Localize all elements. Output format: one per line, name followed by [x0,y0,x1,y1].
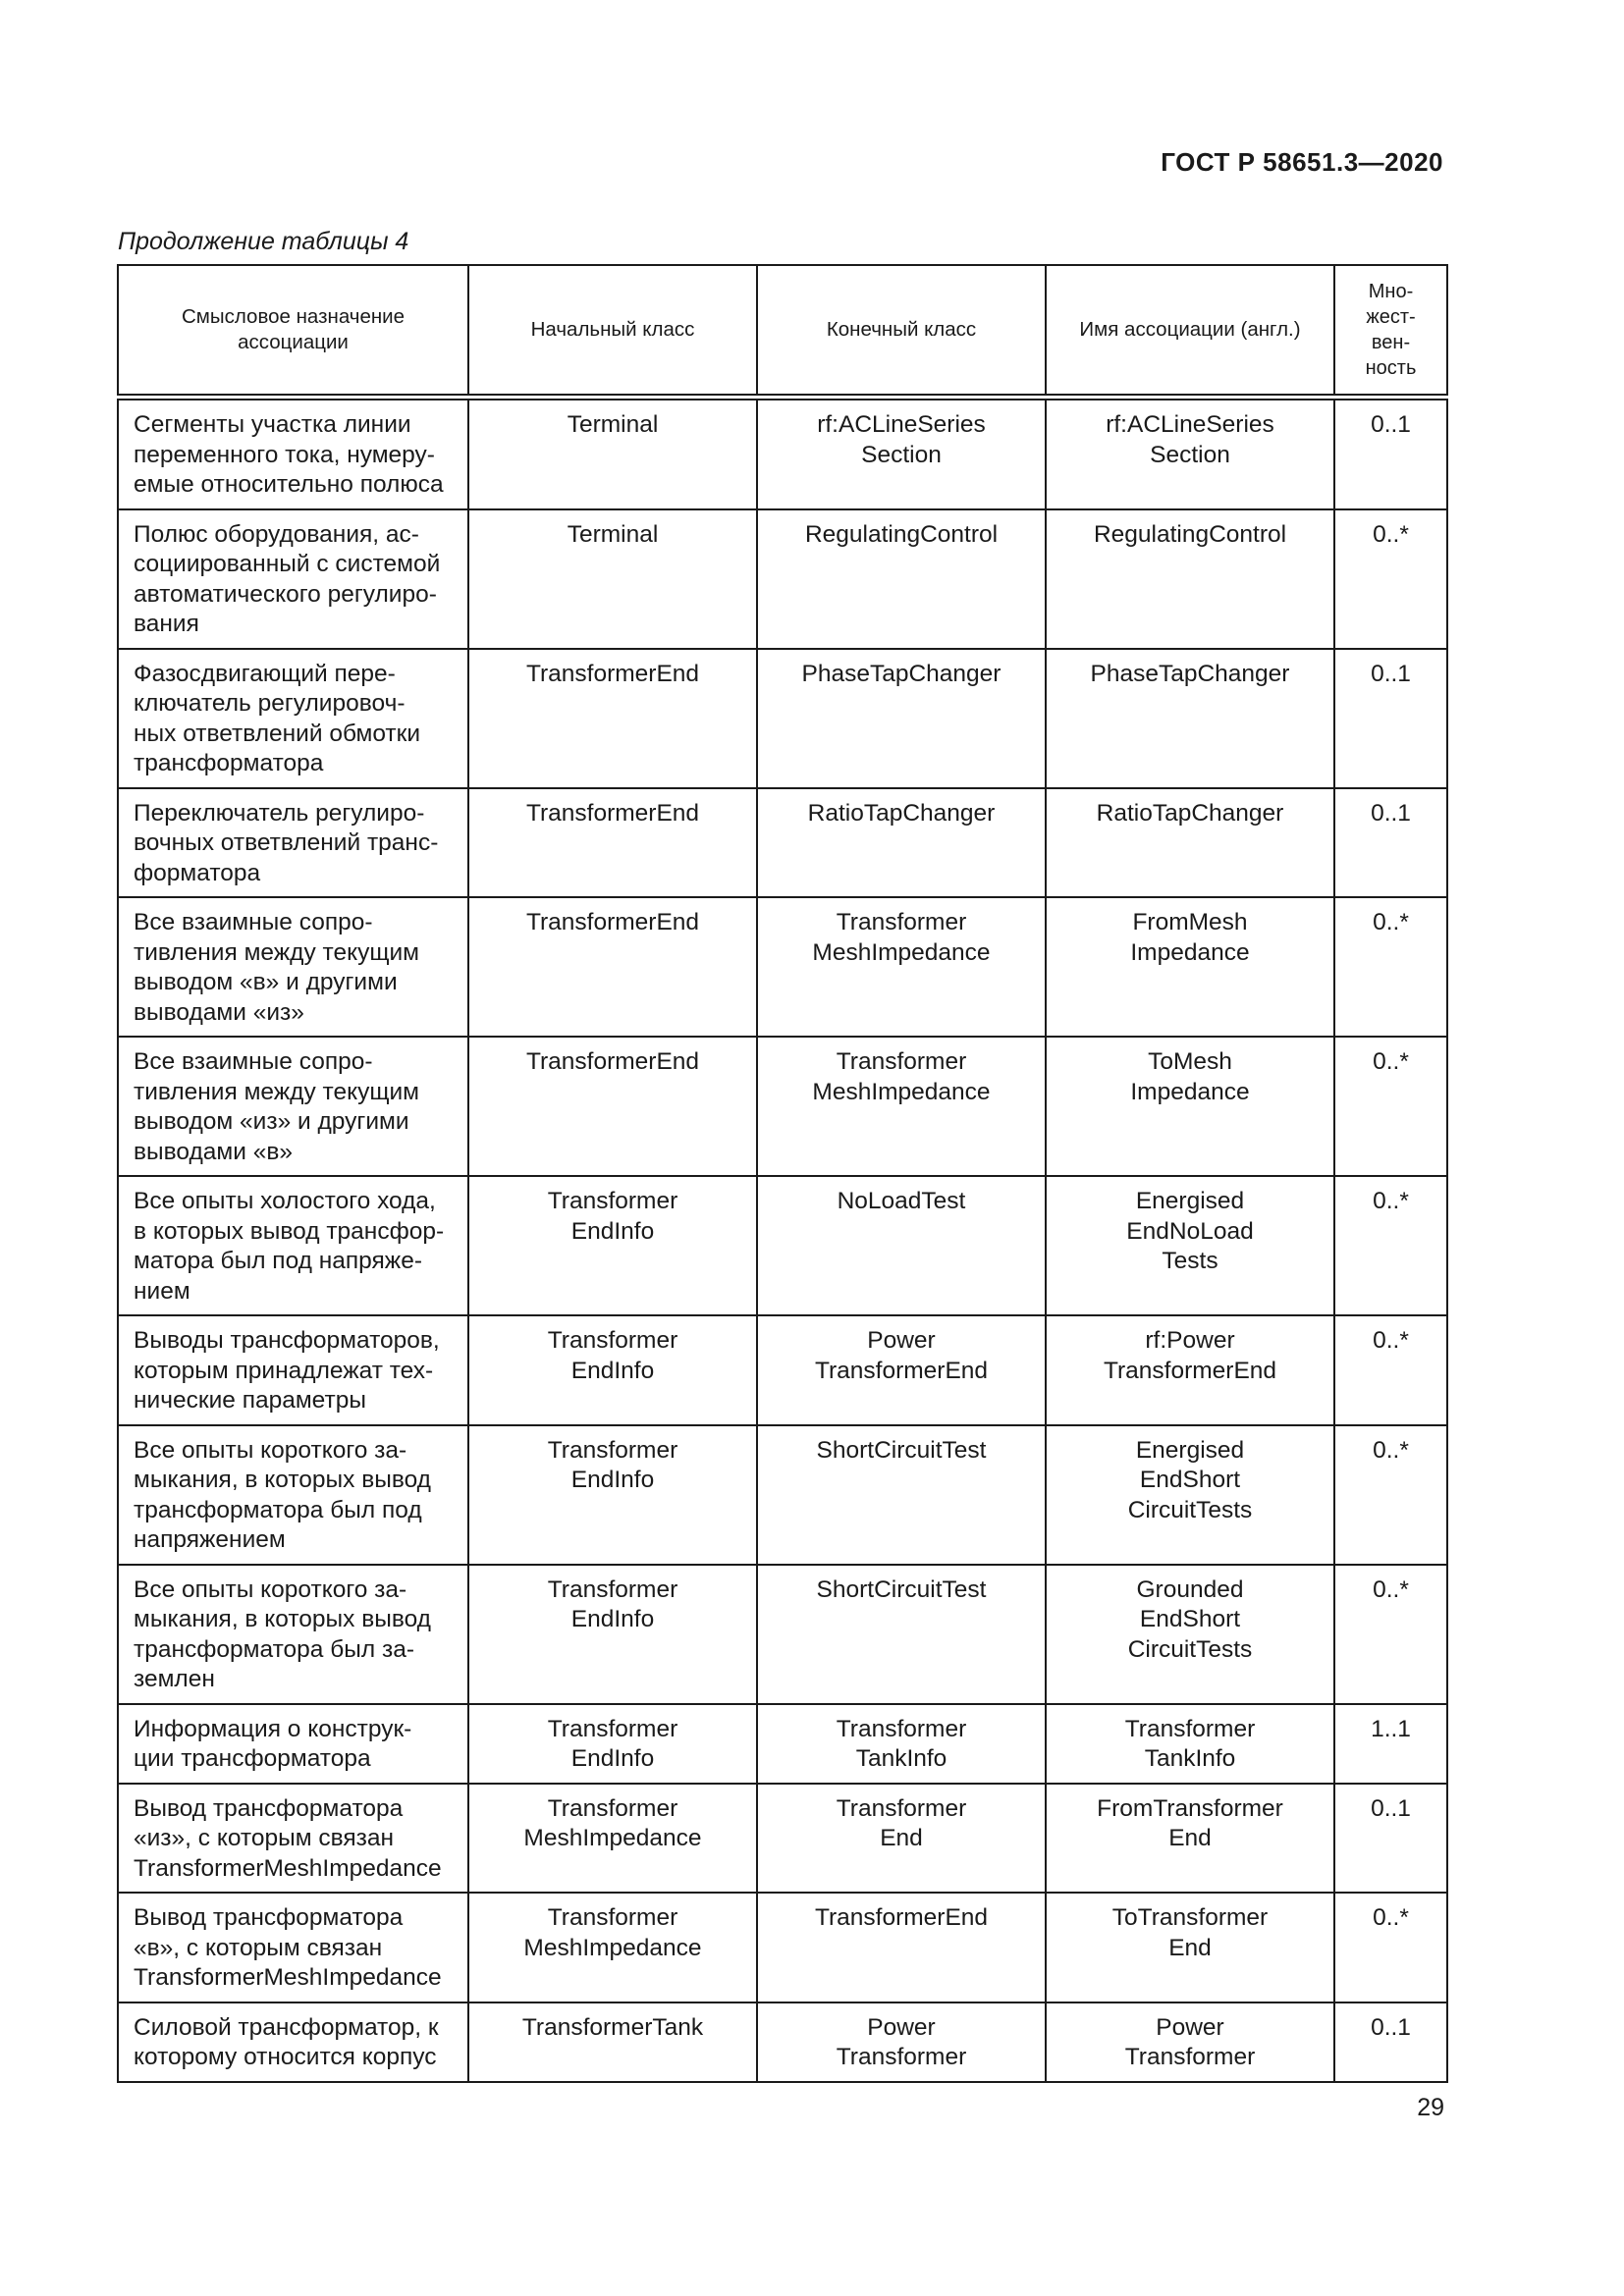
cell-association-name [1046,1565,1334,1704]
table-row [118,2002,1447,2082]
cell-text-line: PhaseTapChanger [1090,660,1290,687]
cell-text-line: Transformer [547,1327,678,1354]
cell-multiplicity [1334,1704,1447,1784]
cell-text-line: EndInfo [570,1745,655,1772]
table-row [118,897,1447,1037]
cell-end-class [757,1565,1046,1704]
cell-text-line: Силовой трансформатор, к [134,2013,439,2041]
cell-text-line: трансформатора был под [134,1496,422,1523]
cell-text-line: Все опыты короткого за- [134,1575,407,1603]
table-header-row [118,265,1447,398]
cell-text-line: rf:Power [1145,1327,1235,1354]
cell-text-line: 0..* [1373,1327,1409,1354]
cell-start-class [468,1704,757,1784]
cell-text-line: TransformerEnd [525,660,700,687]
cell-text-line: EndNoLoad [1126,1217,1254,1245]
cell-text-line: rf:ACLineSeries [817,411,986,438]
column-header-purpose [118,265,468,398]
cell-text-line: MeshImpedance [812,1078,991,1105]
table-row [118,398,1447,509]
cell-text-line: 0..1 [1371,2013,1411,2041]
cell-text-line: вен- [1371,332,1411,353]
cell-multiplicity [1334,1425,1447,1565]
cell-multiplicity [1334,1565,1447,1704]
cell-text-line: Grounded [1136,1575,1244,1603]
cell-association-name [1046,1425,1334,1565]
page-number: 29 [1417,2094,1444,2121]
cell-text-line: EndInfo [570,1467,655,1493]
cell-text-line: 0..* [1373,1575,1409,1603]
cell-text-line: ShortCircuitTest [816,1575,987,1603]
cell-text-line: Transformer [547,1794,678,1822]
cell-end-class [757,1315,1046,1425]
cell-end-class [757,649,1046,788]
cell-start-class [468,1425,757,1565]
cell-text-line: Transformer [836,1794,967,1822]
table-row [118,1425,1447,1565]
cell-text-line: Все опыты холостого хода, [134,1188,436,1214]
cell-text-line: Transformer [547,1904,678,1931]
cell-text-line: Вывод трансформатора [134,1794,404,1822]
cell-text-line: напряжением [134,1526,286,1553]
cell-purpose [118,509,468,649]
cell-text-line: переменного тока, нумеру- [134,441,435,468]
cell-association-name [1046,1893,1334,2002]
cell-association-name [1046,897,1334,1037]
cell-text-line: вания [134,611,199,637]
cell-multiplicity [1334,897,1447,1037]
cell-text-line: Transformer [547,1188,678,1214]
cell-text-line: 0..* [1373,1188,1409,1214]
cell-text-line: 0..* [1373,520,1409,548]
cell-start-class [468,1037,757,1176]
cell-text-line: «из», с которым связан [134,1825,395,1851]
cell-text-line: выводами «из» [134,998,304,1026]
cell-text-line: Фазосдвигающий пере- [134,660,396,687]
cell-start-class [468,1784,757,1894]
cell-purpose [118,1565,468,1704]
cell-text-line: социированный с системой [134,551,441,577]
cell-purpose [118,1784,468,1894]
cell-start-class [468,1565,757,1704]
cell-text-line: RegulatingControl [804,520,999,548]
cell-association-name [1046,1176,1334,1315]
cell-text-line: тивления между текущим [134,1078,420,1105]
cell-end-class [757,398,1046,509]
cell-text-line: Сегменты участка линии [134,411,411,438]
cell-start-class [468,649,757,788]
cell-text-line: Полюс оборудования, ас- [134,520,419,548]
cell-text-line: TransformerMeshImpedance [134,1964,442,1991]
cell-association-name [1046,509,1334,649]
cell-text-line: TransformerMeshImpedance [134,1854,442,1882]
column-header-start-class [468,265,757,398]
cell-end-class [757,1425,1046,1565]
cell-text-line: ных ответвлений обмотки [134,720,421,747]
cell-association-name [1046,788,1334,898]
cell-text-line: ToMesh [1148,1048,1232,1075]
cell-text-line: CircuitTests [1127,1635,1253,1663]
cell-text-line: Вывод трансформатора [134,1904,404,1931]
cell-text-line: Impedance [1130,938,1250,966]
cell-text-line: End [1168,1825,1212,1851]
table-row [118,1784,1447,1894]
cell-multiplicity [1334,1037,1447,1176]
cell-start-class [468,1176,757,1315]
cell-purpose [118,2002,468,2082]
cell-text-line: TransformerEnd [1103,1357,1277,1384]
cell-association-name [1046,649,1334,788]
cell-text-line: Смысловое назначение [181,305,406,328]
cell-text-line: мыкания, в которых вывод [134,1467,431,1493]
cell-text-line: EndInfo [570,1217,655,1245]
cell-text-line: TankInfo [1144,1745,1236,1772]
table-row [118,1565,1447,1704]
cell-text-line: матора был под напряже- [134,1248,422,1274]
cell-text-line: 0..* [1373,1048,1409,1075]
cell-text-line: емые относительно полюса [134,471,444,498]
cell-text-line: MeshImpedance [523,1934,702,1961]
cell-text-line: Transformer [836,1715,967,1742]
cell-multiplicity [1334,649,1447,788]
cell-association-name [1046,1315,1334,1425]
cell-end-class [757,897,1046,1037]
cell-text-line: Все взаимные сопро- [134,1048,373,1075]
cell-text-line: Все взаимные сопро- [134,909,373,935]
cell-text-line: FromTransformer [1097,1794,1283,1822]
cell-text-line: нием [134,1277,190,1305]
table-row [118,788,1447,898]
cell-text-line: Все опыты короткого за- [134,1436,407,1464]
cell-text-line: Transformer [547,1715,678,1742]
cell-text-line: вочных ответвлений транс- [134,829,439,856]
cell-end-class [757,1037,1046,1176]
cell-text-line: Имя ассоциации (англ.) [1079,318,1301,341]
cell-text-line: Energised [1135,1436,1245,1464]
cell-purpose [118,1037,468,1176]
cell-text-line: нические параметры [134,1387,366,1414]
cell-end-class [757,2002,1046,2082]
cell-text-line: 1..1 [1371,1715,1411,1742]
cell-text-line: Tests [1162,1248,1218,1274]
cell-text-line: Transformer [1124,2044,1256,2070]
cell-start-class [468,897,757,1037]
cell-text-line: 0..1 [1371,411,1411,438]
table-continuation-caption: Продолжение таблицы 4 [118,228,409,255]
cell-multiplicity [1334,1315,1447,1425]
cell-end-class [757,1176,1046,1315]
cell-text-line: Section [861,441,942,468]
cell-text-line: 0..1 [1371,799,1411,827]
cell-purpose [118,1704,468,1784]
cell-text-line: Transformer [836,1048,967,1075]
cell-text-line: которым принадлежат тех- [134,1357,434,1384]
cell-text-line: 0..* [1373,1904,1409,1931]
cell-end-class [757,1784,1046,1894]
cell-text-line: 0..1 [1371,660,1411,687]
cell-text-line: Transformer [547,1575,678,1603]
cell-start-class [468,1315,757,1425]
cell-start-class [468,1893,757,2002]
cell-text-line: ции трансформатора [134,1745,371,1772]
cell-text-line: Terminal [567,520,659,548]
cell-start-class [468,509,757,649]
cell-start-class [468,2002,757,2082]
cell-text-line: трансформатора [134,750,324,776]
cell-text-line: EndShort [1139,1606,1241,1632]
cell-text-line: Выводы трансформаторов, [134,1327,440,1354]
cell-text-line: Transformer [836,909,967,935]
cell-text-line: TankInfo [855,1745,947,1772]
cell-text-line: MeshImpedance [812,938,991,966]
cell-multiplicity [1334,788,1447,898]
associations-table [117,264,1448,2083]
cell-text-line: выводами «в» [134,1138,293,1165]
cell-text-line: автоматического регулиро- [134,580,437,608]
cell-end-class [757,1704,1046,1784]
cell-purpose [118,1893,468,2002]
cell-multiplicity [1334,2002,1447,2082]
cell-text-line: TransformerEnd [525,1048,700,1075]
column-header-association-name [1046,265,1334,398]
table-row [118,1893,1447,2002]
cell-text-line: TransformerEnd [525,909,700,935]
cell-text-line: NoLoadTest [837,1188,966,1214]
cell-text-line: выводом «из» и другими [134,1108,409,1135]
cell-text-line: CircuitTests [1127,1496,1253,1523]
cell-text-line: Переключатель регулиро- [134,799,425,827]
cell-text-line: «в», с которым связан [134,1934,383,1961]
cell-association-name [1046,398,1334,509]
cell-text-line: 0..* [1373,909,1409,935]
cell-text-line: Transformer [836,2044,967,2070]
cell-association-name [1046,2002,1334,2082]
cell-text-line: землен [134,1666,215,1692]
cell-multiplicity [1334,398,1447,509]
cell-text-line: End [880,1825,923,1851]
cell-text-line: выводом «в» и другими [134,969,398,995]
cell-text-line: TransformerTank [521,2013,704,2041]
cell-text-line: TransformerEnd [525,799,700,827]
cell-purpose [118,788,468,898]
cell-text-line: Power [867,1327,936,1354]
cell-text-line: Transformer [1124,1715,1256,1742]
cell-text-line: TransformerEnd [814,1357,989,1384]
cell-text-line: ключатель регулировоч- [134,690,406,717]
cell-text-line: трансформатора был за- [134,1635,414,1663]
cell-text-line: End [1168,1934,1212,1961]
cell-association-name [1046,1037,1334,1176]
cell-text-line: TransformerEnd [814,1904,989,1931]
cell-text-line: Section [1150,441,1230,468]
cell-start-class [468,398,757,509]
cell-text-line: ассоциации [238,331,349,353]
cell-text-line: ShortCircuitTest [816,1436,987,1464]
cell-text-line: мыкания, в которых вывод [134,1606,431,1632]
cell-association-name [1046,1704,1334,1784]
cell-multiplicity [1334,509,1447,649]
document-standard-header: ГОСТ Р 58651.3—2020 [1161,147,1443,177]
cell-text-line: 0..* [1373,1436,1409,1464]
column-header-end-class [757,265,1046,398]
cell-text-line: Мно- [1368,281,1414,302]
cell-text-line: PhaseTapChanger [801,660,1001,687]
cell-end-class [757,509,1046,649]
table-row [118,1704,1447,1784]
column-header-multiplicity [1334,265,1447,398]
cell-text-line: жест- [1366,306,1416,328]
cell-purpose [118,649,468,788]
cell-multiplicity [1334,1893,1447,2002]
cell-text-line: Power [1156,2013,1224,2041]
cell-text-line: ToTransformer [1111,1904,1269,1931]
cell-text-line: EndInfo [570,1606,655,1632]
cell-text-line: 0..1 [1371,1794,1411,1822]
cell-text-line: Информация о конструк- [134,1715,412,1742]
cell-association-name [1046,1784,1334,1894]
cell-text-line: RatioTapChanger [807,799,996,827]
cell-purpose [118,1315,468,1425]
cell-purpose [118,1425,468,1565]
cell-text-line: в которых вывод трансфор- [134,1217,445,1245]
table-body [118,398,1447,2082]
table-row [118,1176,1447,1315]
table-row [118,1315,1447,1425]
cell-text-line: Terminal [567,411,659,438]
table-row [118,509,1447,649]
cell-text-line: EndInfo [570,1357,655,1384]
cell-text-line: RatioTapChanger [1096,799,1284,827]
cell-start-class [468,788,757,898]
cell-text-line: FromMesh [1132,909,1248,935]
cell-text-line: Transformer [547,1436,678,1464]
table-row [118,1037,1447,1176]
cell-purpose [118,1176,468,1315]
cell-text-line: Impedance [1130,1078,1250,1105]
cell-end-class [757,1893,1046,2002]
cell-text-line: Конечный класс [826,318,977,341]
table-row [118,649,1447,788]
cell-text-line: EndShort [1139,1467,1241,1493]
cell-text-line: rf:ACLineSeries [1106,411,1274,438]
cell-text-line: MeshImpedance [523,1825,702,1851]
cell-purpose [118,897,468,1037]
cell-multiplicity [1334,1176,1447,1315]
cell-text-line: которому относится корпус [134,2044,437,2070]
cell-text-line: Energised [1135,1188,1245,1214]
cell-text-line: Power [867,2013,936,2041]
cell-text-line: тивления между текущим [134,938,420,966]
cell-text-line: ность [1365,357,1417,379]
cell-text-line: RegulatingControl [1093,520,1287,548]
cell-end-class [757,788,1046,898]
cell-text-line: форматора [134,859,261,886]
cell-multiplicity [1334,1784,1447,1894]
cell-text-line: Начальный класс [530,318,695,341]
cell-purpose [118,398,468,509]
